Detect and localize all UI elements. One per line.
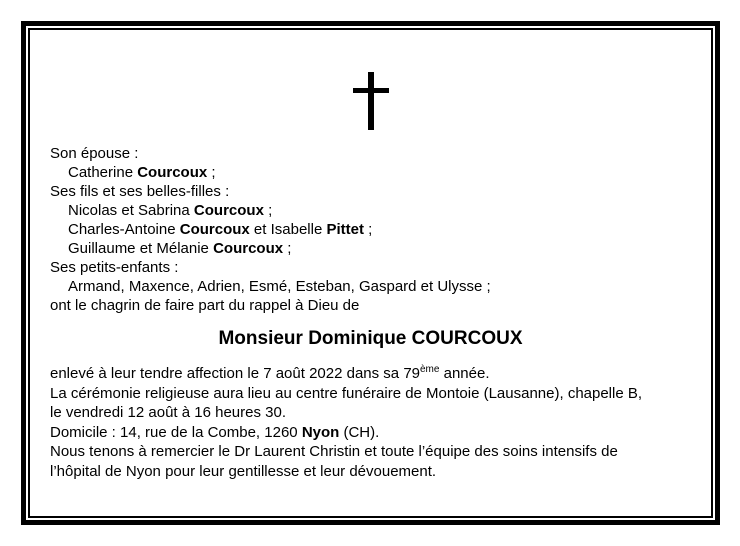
line-announcement-phrase: ont le chagrin de faire part du rappel à Dieu de [50, 297, 360, 314]
latin-cross-icon [353, 72, 389, 130]
inner-border-frame [28, 28, 713, 518]
line-ceremony-time: le vendredi 12 août à 16 heures 30. [50, 404, 287, 421]
line-thanks-2: l’hôpital de Nyon pour leur gentillesse et leur dévouement. [50, 462, 437, 480]
line-sons-label: Ses fils et ses belles-filles : [50, 183, 230, 200]
details-block [50, 364, 691, 481]
cross-horizontal-bar [353, 88, 389, 93]
line-son-charles-antoine: Charles-Antoine Courcoux et Isabelle Pittet ; [68, 221, 373, 238]
line-spouse-name: Catherine Courcoux ; [68, 164, 216, 181]
line-son-nicolas: Nicolas et Sabrina Courcoux ; [68, 202, 273, 219]
line-spouse-label: Son épouse : [50, 145, 139, 162]
outer-border-frame [21, 21, 720, 525]
line-domicile: Domicile : 14, rue de la Combe, 1260 Nyon (CH). [50, 423, 380, 441]
announcement-content [30, 30, 711, 516]
line-thanks-1: Nous tenons à remercier le Dr Laurent Christin et toute l’équipe des soins intensifs de [50, 443, 618, 460]
deceased-name-title: Monsieur Dominique COURCOUX [218, 328, 523, 349]
line-ceremony-place: La cérémonie religieuse aura lieu au centre funéraire de Montoie (Lausanne), chapelle B, [50, 384, 643, 402]
cross-vertical-bar [368, 72, 374, 130]
line-grandchildren-names: Armand, Maxence, Adrien, Esmé, Esteban, Gaspard et Ulysse ; [68, 278, 491, 295]
line-son-guillaume: Guillaume et Mélanie Courcoux ; [68, 240, 292, 257]
superscript-eme: ème [420, 364, 440, 375]
line-death-date: enlevé à leur tendre affection le 7 août 2022 dans sa 79ème année. [50, 364, 490, 382]
family-list [50, 144, 691, 315]
line-grandchildren-label: Ses petits-enfants : [50, 259, 179, 276]
